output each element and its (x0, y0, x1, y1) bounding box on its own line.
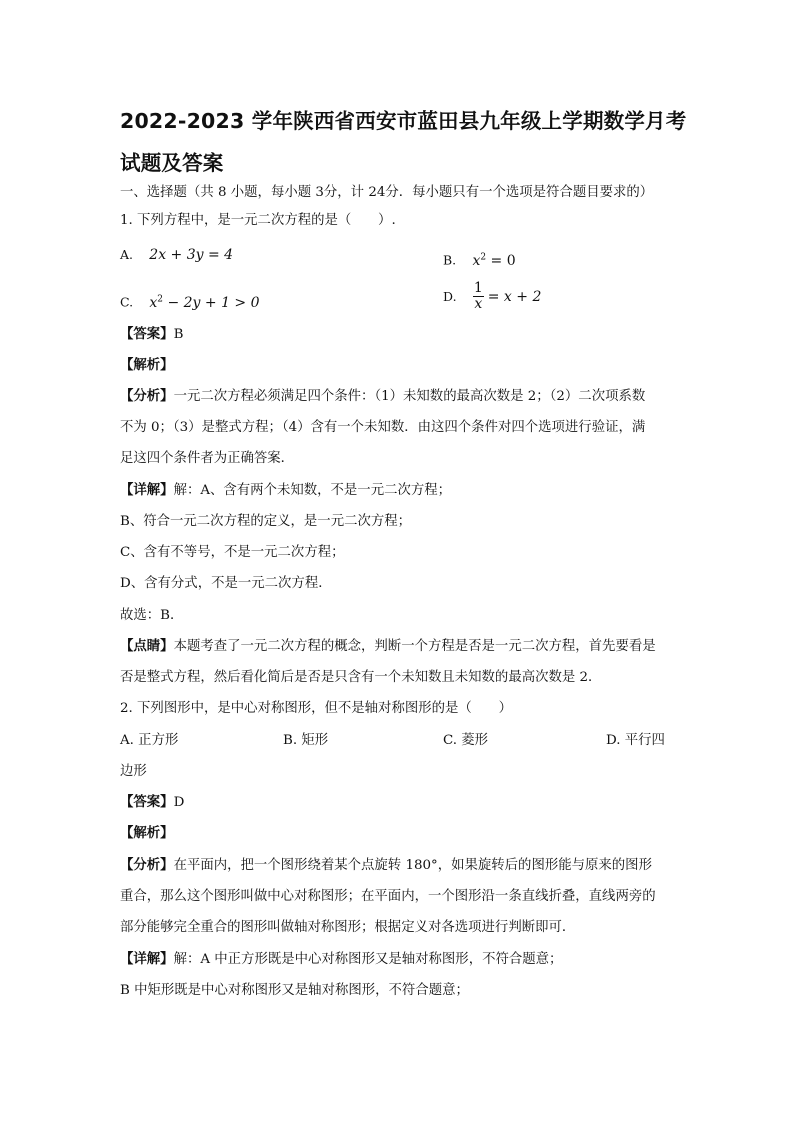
q2-xiangjie-line-2: B 中矩形既是中心对称图形又是轴对称图形，不符合题意； (120, 983, 469, 998)
q1-fenxi-line-2: 不为 0；（3）是整式方程；（4）含有一个未知数．由这四个条件对四个选项进行验证，满 (120, 420, 646, 435)
q2-fenxi-line-2: 重合，那么这个图形叫做中心对称图形；在平面内，一个图形沿一条直线折叠，直线两旁的 (120, 889, 656, 904)
q1-option-a-formula: 2x + 3y = 4 (149, 247, 234, 263)
q2-fenxi-text-1: 在平面内，把一个图形绕着某个点旋转 180°，如果旋转后的图形能与原来的图形 (173, 858, 652, 873)
q1-answer (120, 326, 183, 344)
q1-fenxi-line-3: 足这四个条件者为正确答案． (120, 451, 295, 466)
q2-fenxi-tag: 【分析】 (120, 858, 174, 873)
q2-option-a: A. 正方形 (120, 733, 179, 748)
q1-option-d-denominator: x (474, 296, 483, 312)
q2-option-d: D. 平行四 (606, 733, 665, 748)
document-title-line-1: 2022-2023 学年陕西省西安市蓝田县九年级上学期数学月考 (120, 109, 687, 133)
q1-answer-tag: 【答案】 (120, 327, 174, 342)
q1-option-c (120, 290, 260, 313)
q1-choose: 故选：B． (120, 608, 184, 623)
q1-xiangjie-text-1: 解：A、含有两个未知数，不是一元二次方程； (173, 483, 452, 498)
q2-stem: 2. 下列图形中，是中心对称图形，但不是轴对称图形的是（ ） (120, 701, 512, 716)
document-title-line-2: 试题及答案 (120, 151, 224, 175)
q1-dianjing-text-1: 本题考查了一元二次方程的概念，判断一个方程是否是一元二次方程，首先要看是 (173, 639, 656, 654)
q1-xiangjie-line-4: D、含有分式，不是一元二次方程． (120, 576, 332, 591)
q1-option-c-base: x (149, 294, 158, 311)
q1-xiangjie-line-1 (120, 482, 451, 500)
q1-option-d-numerator: 1 (473, 280, 483, 296)
q2-option-c: C. 菱形 (443, 733, 489, 748)
q1-option-c-rest: − 2y + 1 > 0 (163, 294, 260, 311)
q1-option-a-label: A. (120, 247, 134, 262)
q2-analysis-tag: 【解析】 (120, 826, 174, 841)
q1-option-d-formula (473, 280, 542, 312)
q1-option-d-label: D. (443, 289, 457, 304)
q1-option-c-exponent: 2 (157, 294, 163, 304)
q1-option-a (120, 246, 233, 265)
q2-option-b: B. 矩形 (283, 733, 329, 748)
q2-xiangjie-tag: 【详解】 (120, 952, 174, 967)
q1-xiangjie-tag: 【详解】 (120, 483, 174, 498)
q1-dianjing-line-2: 否是整式方程，然后看化简后是否是只含有一个未知数且未知数的最高次数是 2． (120, 670, 602, 685)
q1-option-b-base: x (472, 252, 481, 269)
q2-answer-value: D (173, 795, 185, 810)
q1-option-b-label: B. (443, 252, 457, 268)
q2-fenxi-line-3: 部分能够完全重合的图形叫做轴对称图形；根据定义对各选项进行判断即可． (120, 920, 576, 935)
q1-xiangjie-line-3: C、含有不等号，不是一元二次方程； (120, 545, 345, 560)
q1-dianjing-line-1 (120, 638, 656, 656)
section-heading: 一、选择题（共 8 小题，每小题 3分，计 24分．每小题只有一个选项是符合题目要求的） (120, 185, 654, 200)
q1-fenxi-tag: 【分析】 (120, 389, 174, 404)
q2-xiangjie-line-1 (120, 951, 562, 969)
q2-option-d-continued: 边形 (120, 764, 147, 779)
q1-stem: 1. 下列方程中，是一元二次方程的是（ ）. (120, 213, 396, 228)
q1-option-d-rest: = x + 2 (487, 288, 542, 305)
q1-analysis-tag: 【解析】 (120, 358, 174, 373)
q1-option-d-fraction (473, 281, 484, 312)
q2-xiangjie-text-1: 解：A 中正方形既是中心对称图形又是轴对称图形，不符合题意； (173, 952, 563, 967)
q1-option-b-formula (472, 253, 515, 269)
q1-option-b-exponent: 2 (480, 252, 487, 262)
q1-fenxi-text-1: 一元二次方程必须满足四个条件：（1）未知数的最高次数是 2；（2）二次项系数 (173, 389, 646, 404)
q1-option-c-label: C. (120, 294, 134, 310)
q2-fenxi-line-1 (120, 857, 652, 875)
q1-option-b-rest: = 0 (486, 252, 516, 269)
q1-fenxi-line-1 (120, 388, 645, 406)
q1-answer-value: B (173, 327, 184, 342)
q1-dianjing-tag: 【点睛】 (120, 639, 174, 654)
q1-option-b (443, 248, 516, 271)
q1-option-c-formula (149, 295, 259, 311)
q1-option-d (443, 281, 541, 312)
q2-answer (120, 794, 184, 812)
q1-xiangjie-line-2: B、符合一元二次方程的定义，是一元二次方程； (120, 514, 412, 529)
q2-answer-tag: 【答案】 (120, 795, 174, 810)
